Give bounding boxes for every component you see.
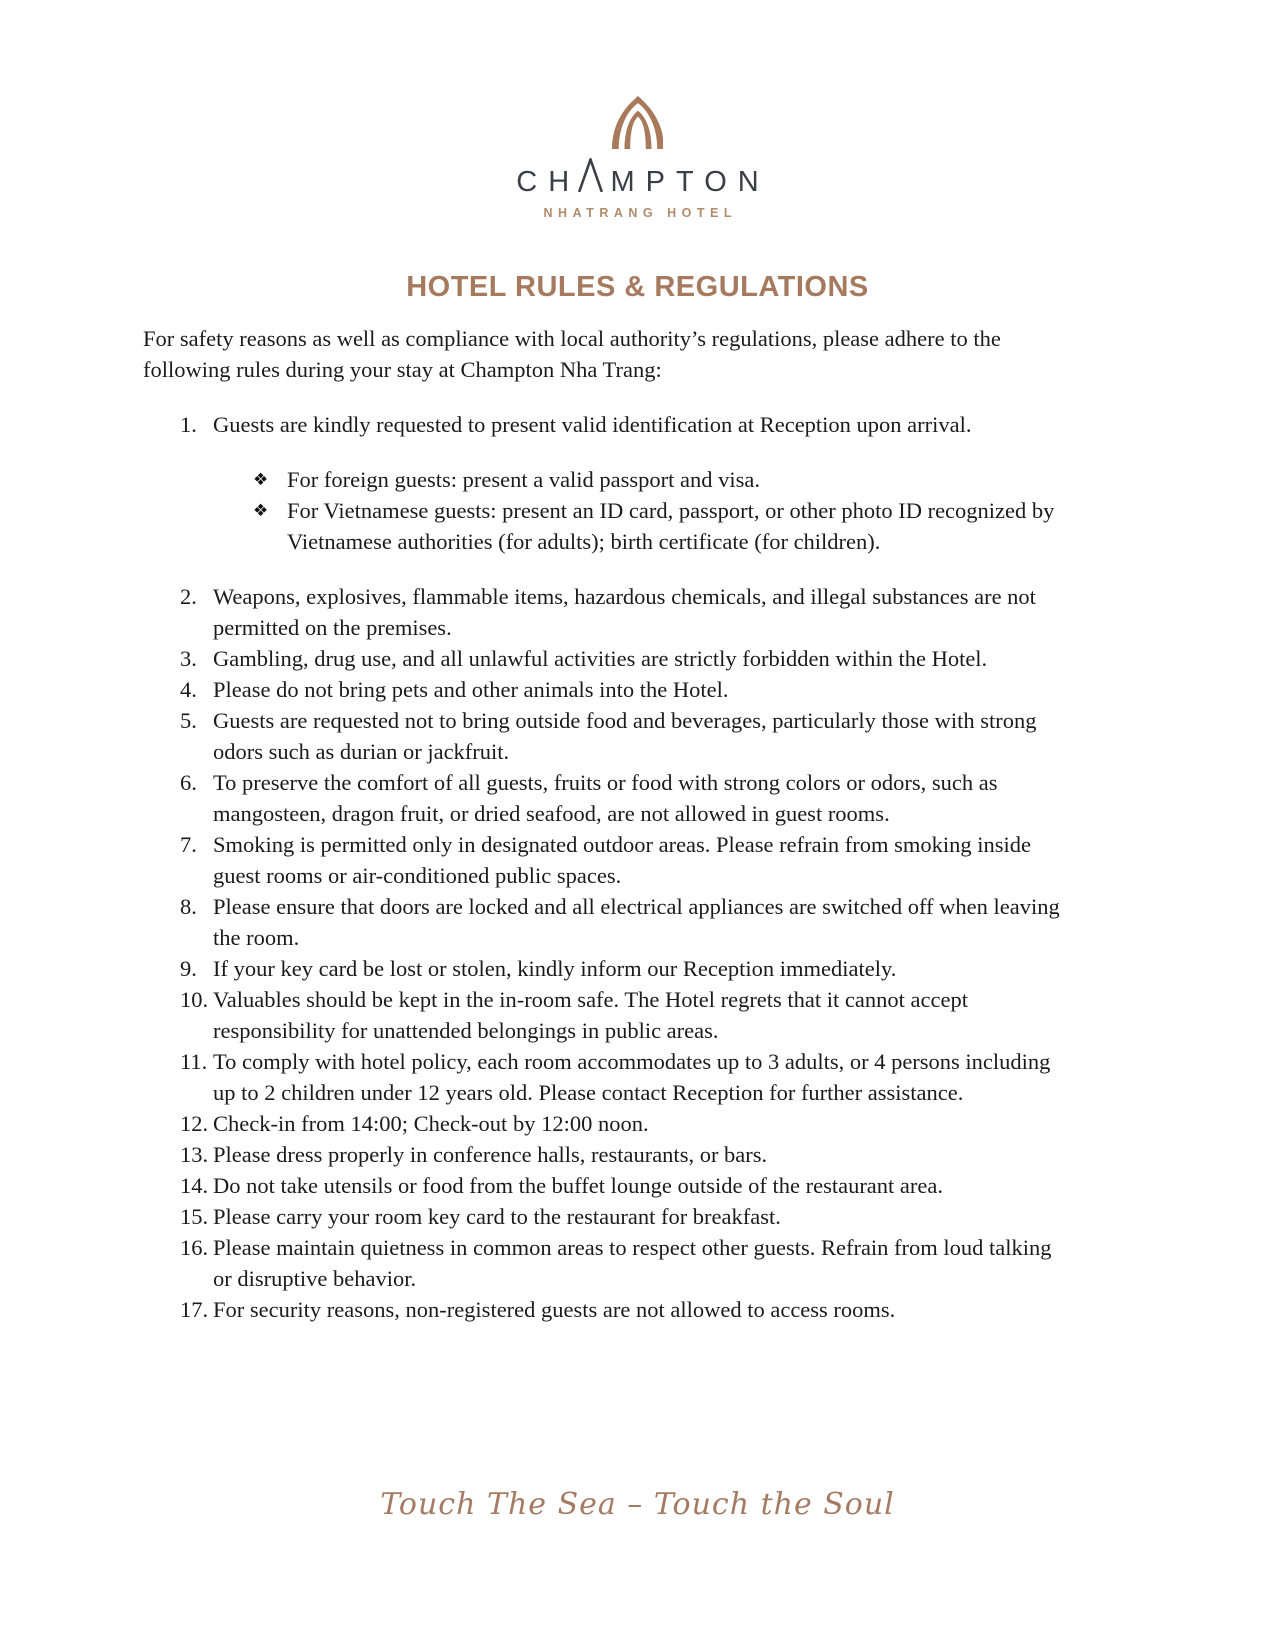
hotel-logo [0,0,1275,221]
caret-a-icon [577,158,604,192]
rule-number: 17. [180,1297,209,1323]
rule-text: Please maintain quietness in common areas to respect other guests. Refrain from loud talking or disruptive behavior. [213,1235,1052,1292]
rule-sub-list [213,464,1075,557]
rule-item [143,1170,1075,1201]
rule-text: If your key card be lost or stolen, kindly inform our Reception immediately. [213,956,897,982]
stylized-a-letter [580,165,610,199]
rule-text: Check-in from 14:00; Check-out by 12:00 noon. [213,1111,649,1137]
rule-item [143,767,1075,829]
rule-item [143,674,1075,705]
rule-number: 9. [180,956,197,982]
rule-text: To preserve the comfort of all guests, fruits or food with strong colors or odors, such as mangosteen, dragon fruit, or dried seafood, are not allowed in guest rooms. [213,770,998,827]
rule-number: 13. [180,1142,209,1168]
rule-text: Guests are kindly requested to present valid identification at Reception upon arrival. [213,412,972,438]
rule-text: Please carry your room key card to the restaurant for breakfast. [213,1204,781,1230]
rule-number: 4. [180,677,197,703]
rule-item [143,953,1075,984]
rule-item [143,891,1075,953]
diamond-bullet-icon: ❖ [253,470,269,491]
rule-item [143,1108,1075,1139]
rule-number: 6. [180,770,197,796]
rule-sub-item [213,495,1075,557]
rule-item [143,705,1075,767]
rule-number: 14. [180,1173,209,1199]
rule-item [143,984,1075,1046]
brand-subtitle: NHATRANG HOTEL [543,206,737,221]
rule-item [143,409,1075,557]
footer-tagline: Touch The Sea – Touch the Soul [380,1487,895,1522]
rule-sub-text: For Vietnamese guests: present an ID card, passport, or other photo ID recognized by Vietnamese authorities (for adults); birth certificate (for children). [287,498,1055,555]
rules-list [143,409,1075,1325]
rule-number: 12. [180,1111,209,1137]
rule-number: 1. [180,412,197,438]
rule-item [143,1232,1075,1294]
rule-text: Valuables should be kept in the in-room safe. The Hotel regrets that it cannot accept responsibility for unattended belongings in public areas. [213,987,968,1044]
rule-number: 2. [180,584,197,610]
rule-sub-text: For foreign guests: present a valid passport and visa. [287,467,761,493]
rule-item [143,829,1075,891]
intro-paragraph: For safety reasons as well as compliance with local authority’s regulations, please adhere to the following rules during your stay at Champton Nha Trang: [143,326,1001,383]
rule-item [143,1294,1075,1325]
rule-text: Weapons, explosives, flammable items, hazardous chemicals, and illegal substances are not permitted on the premises. [213,584,1036,641]
rule-number: 10. [180,987,209,1013]
rule-text: To comply with hotel policy, each room accommodates up to 3 adults, or 4 persons including up to 2 children under 12 years old. Please contact Reception for further assistance. [213,1049,1051,1106]
document-content [0,323,1275,1325]
rule-number: 16. [180,1235,209,1261]
rule-text: Do not take utensils or food from the buffet lounge outside of the restaurant area. [213,1173,943,1199]
rule-number: 11. [180,1049,208,1075]
rule-sub-item [213,464,1075,495]
rule-number: 15. [180,1204,209,1230]
diamond-bullet-icon: ❖ [253,501,269,522]
rule-item [143,1046,1075,1108]
rule-item [143,643,1075,674]
rule-text: Guests are requested not to bring outside food and beverages, particularly those with strong odors such as durian or jackfruit. [213,708,1037,765]
rule-text: Please do not bring pets and other animals into the Hotel. [213,677,729,703]
nested-arch-flame-icon [612,96,664,150]
rule-item [143,1139,1075,1170]
rule-item [143,581,1075,643]
rule-item [143,1201,1075,1232]
rule-text: For security reasons, non-registered guests are not allowed to access rooms. [213,1297,896,1323]
rule-text: Smoking is permitted only in designated outdoor areas. Please refrain from smoking inside guest rooms or air-conditioned public spaces. [213,832,1031,889]
brand-wordmark [0,165,1275,199]
rule-number: 8. [180,894,197,920]
brand-suffix: MPTON [610,166,770,199]
rule-text: Gambling, drug use, and all unlawful activities are strictly forbidden within the Hotel. [213,646,988,672]
rule-text: Please ensure that doors are locked and all electrical appliances are switched off when leaving the room. [213,894,1060,951]
brand-prefix: CH [516,166,581,199]
page-title: HOTEL RULES & REGULATIONS [406,271,869,304]
rule-number: 5. [180,708,197,734]
rule-number: 7. [180,832,197,858]
rule-text: Please dress properly in conference halls, restaurants, or bars. [213,1142,768,1168]
rule-number: 3. [180,646,197,672]
